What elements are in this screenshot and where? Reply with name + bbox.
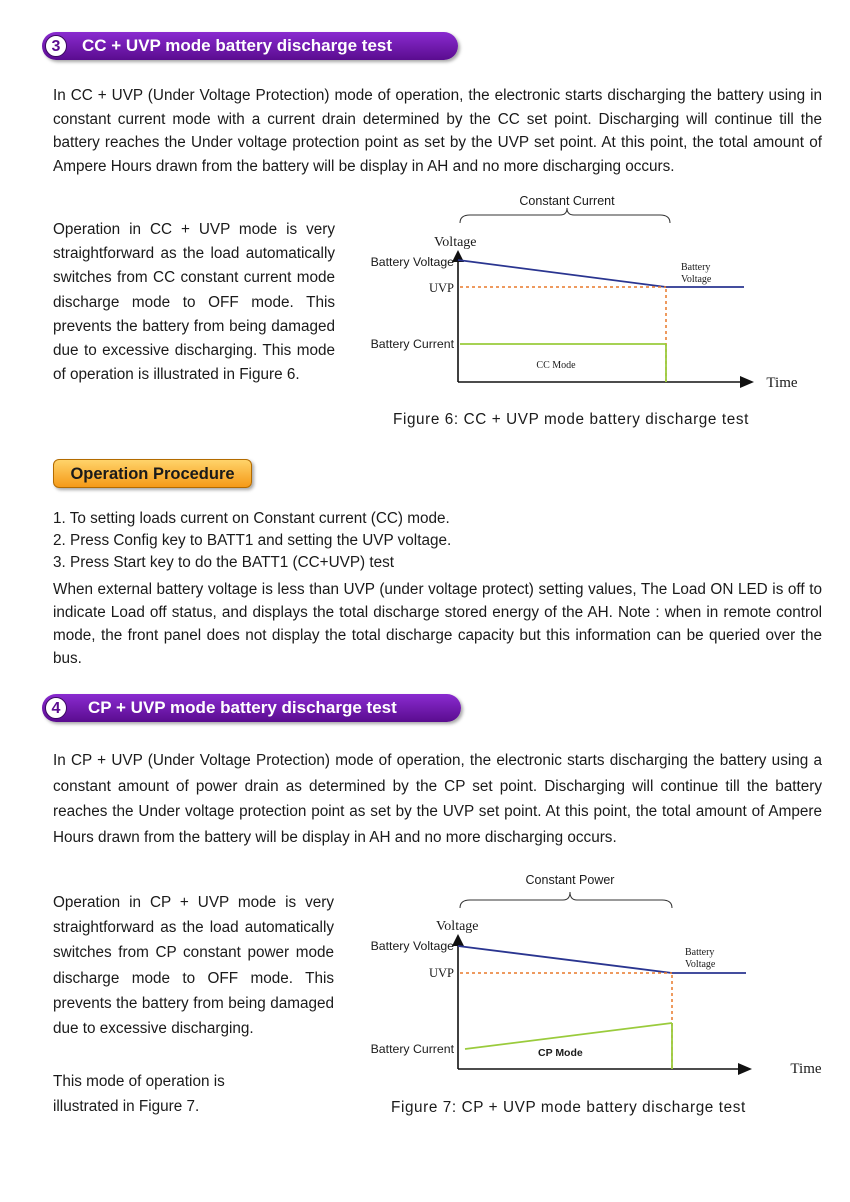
figure-7-mode-label: CP Mode — [538, 1047, 583, 1059]
figure-7-brace — [460, 892, 672, 908]
section-4-side-text: Operation in CP + UVP mode is very straightforward as the load automatically switches from CP constant power mode discharge mode to OFF mode. This prevents the battery from being damaged due to excessive discharging. — [53, 894, 334, 1038]
figure-7-voltage-line — [458, 946, 672, 973]
figure-7-brace-label: Constant Power — [525, 873, 615, 887]
figure-7-curve-label-1: Battery — [685, 947, 715, 958]
figure-7-x-axis-arrow — [738, 1063, 752, 1075]
section-4-side-text-2: This mode of operation is — [53, 1073, 225, 1090]
figure-6-curve-label-2: Voltage — [681, 274, 712, 285]
operation-procedure-label: Operation Procedure — [53, 459, 252, 488]
figure-7-caption: Figure 7: CP + UVP mode battery discharge test — [391, 1099, 746, 1116]
section-4-intro: In CP + UVP (Under Voltage Protection) mode of operation, the electronic starts discharging the battery using a constant amount of power drain as determined by the CP set point. Discharging will continue till the battery reaches the Under voltage protection point as set by the UVP set point. At this point, the total amount of Ampere Hours drawn from the battery will be display in AH and no more discharging occurs. — [53, 752, 822, 846]
figure-7-y-axis-label: Voltage — [436, 919, 479, 934]
figure-7-uvp-label: UVP — [428, 966, 454, 980]
figure-6-mode-label: CC Mode — [536, 360, 576, 371]
figure-6-brace — [460, 208, 670, 223]
section-3-intro: In CC + UVP (Under Voltage Protection) mode of operation, the electronic starts discharging the battery using in constant current mode with a current drain determined by the CC set point. Discharging will continue till the battery reaches the Under voltage protection point as set by the UVP set point. At this point, the total amount of Ampere Hours drawn from the battery will be display in AH and no more discharging occurs. — [53, 87, 822, 176]
figure-7-x-axis-label: Time — [790, 1061, 822, 1077]
section-3-heading — [42, 32, 458, 60]
section-4-number: 4 — [45, 697, 67, 719]
section-3-side-text: Operation in CC + UVP mode is very straightforward as the load automatically switches from CC constant current mode discharge mode to OFF mode. This prevents the battery from being damaged due to excessive discharging. This mode of operation is illustrated in Figure 6. — [53, 221, 335, 384]
figure-7-diagram — [360, 868, 830, 1083]
section-3-number: 3 — [45, 35, 67, 57]
section-4-side-text-3: illustrated in Figure 7. — [53, 1098, 200, 1115]
figure-7-curve-label-2: Voltage — [685, 959, 716, 970]
figure-6-diagram — [360, 190, 830, 405]
figure-6-battery-voltage-label: Battery Voltage — [370, 255, 454, 269]
figure-7-battery-voltage-label: Battery Voltage — [370, 939, 454, 953]
procedure-step-2: 2. Press Config key to BATT1 and setting the UVP voltage. — [53, 532, 452, 549]
procedure-note: When external battery voltage is less than UVP (under voltage protect) setting values, The Load ON LED is off to indicate Load off status, and displays the total discharge stored energy of the AH. Note : when in remote control mode, the front panel does not display the total discharge capacity but this information can be queried over the bus. — [53, 581, 822, 667]
figure-6-brace-label: Constant Current — [519, 194, 615, 208]
figure-7-current-line — [465, 1023, 672, 1049]
section-3-title: CC + UVP mode battery discharge test — [82, 36, 393, 55]
section-4-heading — [42, 694, 461, 722]
figure-6-curve-label-1: Battery — [681, 262, 711, 273]
figure-7-battery-current-label: Battery Current — [370, 1042, 454, 1056]
figure-6-voltage-line — [458, 260, 666, 287]
figure-6-caption: Figure 6: CC + UVP mode battery discharge test — [393, 411, 749, 428]
figure-6-battery-current-label: Battery Current — [370, 337, 454, 351]
procedure-step-3: 3. Press Start key to do the BATT1 (CC+UVP) test — [53, 554, 395, 571]
figure-6-y-axis-label: Voltage — [434, 235, 477, 250]
procedure-step-1: 1. To setting loads current on Constant current (CC) mode. — [53, 510, 450, 527]
figure-6-x-axis-label: Time — [766, 375, 798, 391]
section-4-title: CP + UVP mode battery discharge test — [88, 698, 397, 717]
figure-6-uvp-label: UVP — [428, 281, 454, 295]
figure-6-x-axis-arrow — [740, 376, 754, 388]
